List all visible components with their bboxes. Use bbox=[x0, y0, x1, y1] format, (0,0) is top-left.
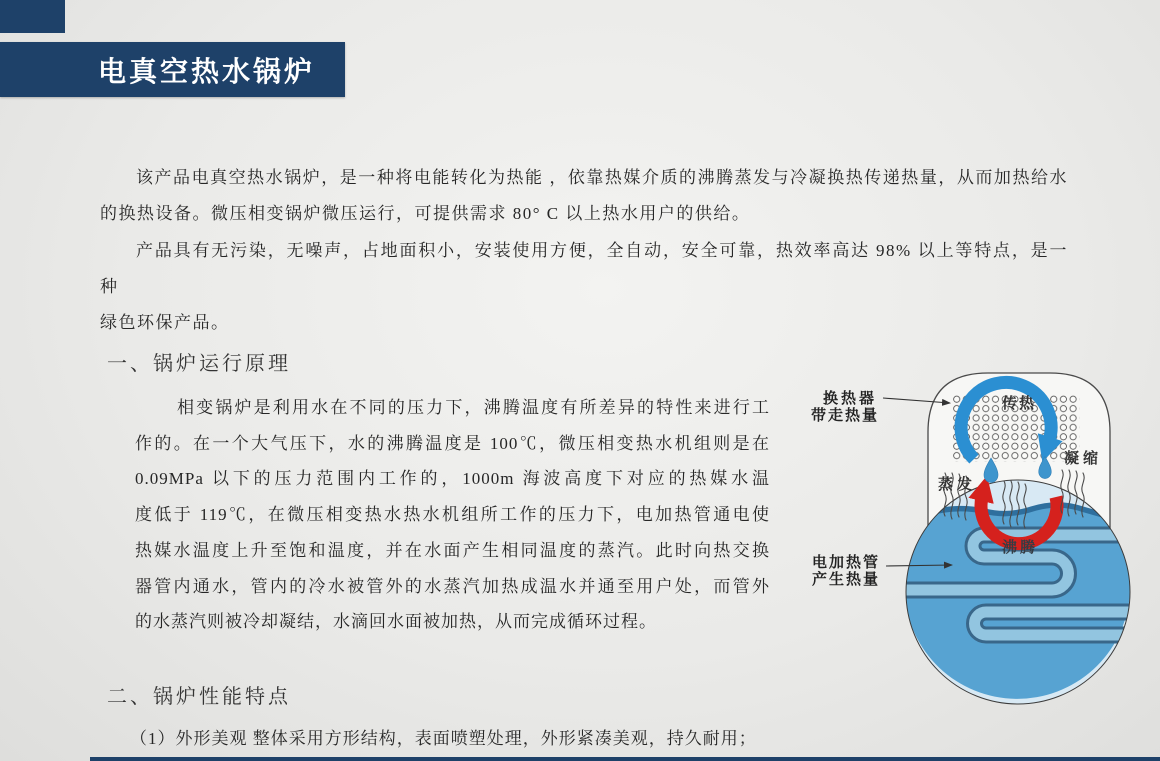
section2-item: （1）外形美观 整体采用方形结构，表面喷塑处理，外形紧凑美观，持久耐用； bbox=[130, 729, 757, 748]
label-boil: 沸腾 bbox=[1002, 540, 1039, 556]
paragraph-line: 器管内通水，管内的冷水被管外的水蒸汽加热成温水并通至用户处，而管外 bbox=[135, 576, 770, 596]
label-condense: 凝缩 bbox=[1064, 451, 1103, 467]
boiler-diagram bbox=[805, 365, 1160, 715]
section2-heading: 二、锅炉性能特点 bbox=[107, 686, 291, 708]
paragraph-line: 0.09MPa 以下的压力范围内工作的，1000m 海波高度下对应的热媒水温 bbox=[135, 469, 770, 489]
paragraph-line: 绿色环保产品。 bbox=[100, 313, 230, 333]
callout-text: 带走热量 bbox=[810, 408, 879, 424]
paragraph-line: 热媒水温度上升至饱和温度，并在水面产生相同温度的蒸汽。此时向热交换 bbox=[135, 540, 770, 560]
label-heat-transfer: 传热 bbox=[1002, 396, 1037, 412]
footer-accent-bar bbox=[90, 757, 1160, 761]
callout-text: 电加热管 bbox=[811, 555, 880, 571]
paragraph-line: 相变锅炉是利用水在不同的压力下，沸腾温度有所差异的特性来进行工 bbox=[177, 398, 770, 417]
intro-paragraphs bbox=[100, 160, 1068, 341]
water-sphere bbox=[885, 480, 1135, 704]
paragraph-line: 该产品电真空热水锅炉，是一种将电能转化为热能 ，依靠热媒介质的沸腾蒸发与冷凝换热传递热量，从而加热给水 bbox=[136, 168, 1068, 187]
page-title: 电真空热水锅炉 bbox=[98, 55, 316, 87]
paragraph-line: 的换热设备。微压相变锅炉微压运行，可提供需求 80° C 以上热水用户的供给。 bbox=[100, 204, 751, 224]
paragraph-line: 的水蒸汽则被冷却凝结，水滴回水面被加热，从而完成循环过程。 bbox=[135, 612, 657, 632]
section1-heading: 一、锅炉运行原理 bbox=[107, 353, 291, 375]
callout-text: 换热器 bbox=[822, 391, 877, 407]
section1-paragraph bbox=[135, 390, 770, 640]
corner-accent-block bbox=[0, 0, 65, 33]
paragraph-line: 度低于 119℃，在微压相变热水热水机组所工作的压力下，电加热管通电使 bbox=[135, 505, 770, 525]
paragraph-line: 作的。在一个大气压下，水的沸腾温度是 100℃，微压相变热水机组则是在 bbox=[135, 433, 770, 453]
paragraph-line: 产品具有无污染，无噪声，占地面积小，安装使用方便，全自动，安全可靠，热效率高达 98% 以上等特点，是一种 bbox=[100, 240, 1068, 296]
title-banner bbox=[0, 42, 345, 97]
callout-text: 产生热量 bbox=[811, 572, 880, 588]
label-evaporate: 蒸发 bbox=[938, 477, 977, 493]
